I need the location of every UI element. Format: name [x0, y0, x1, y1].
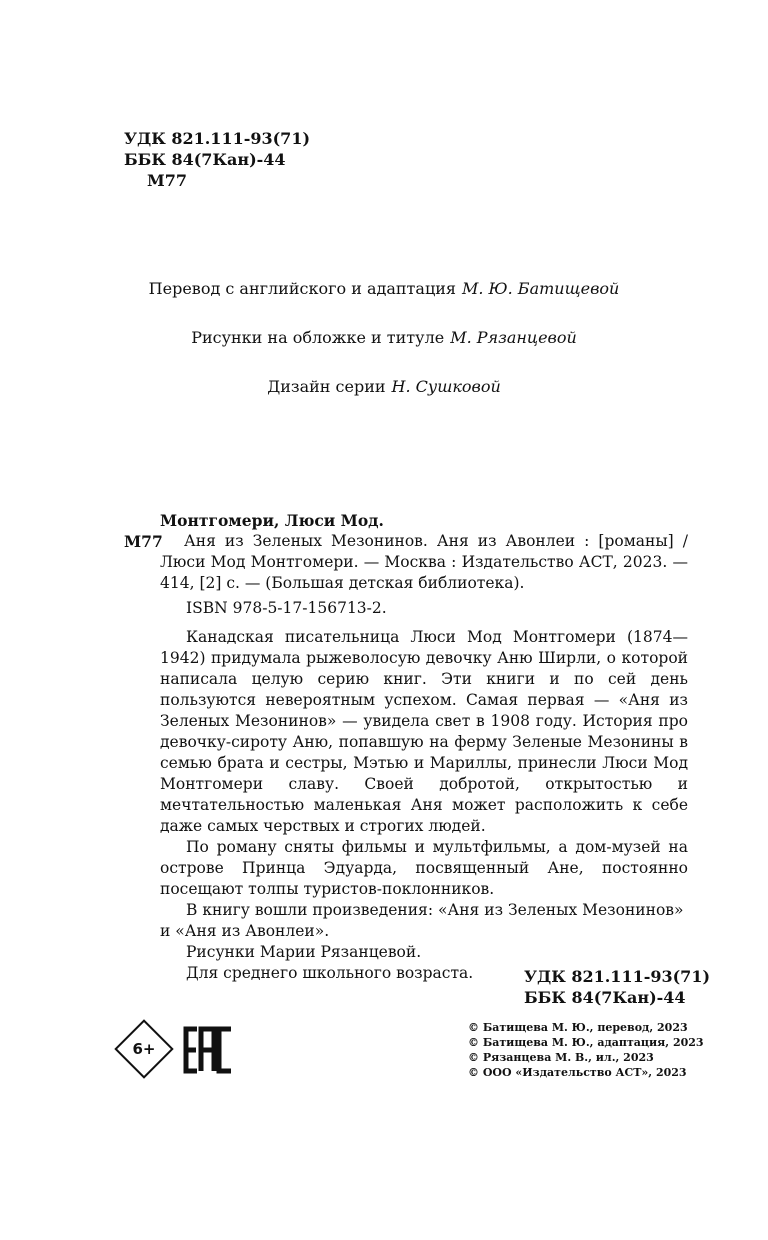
author-heading: Монтгомери, Люси Мод. [160, 511, 384, 530]
annotation [160, 627, 688, 984]
copyright-line: © Рязанцева М. В., ил., 2023 [468, 1051, 654, 1064]
copyright-block [468, 1020, 704, 1080]
record-description: Аня из Зеленых Мезонинов. Аня из Авонлеи : [романы] / Люси Мод Монтгомери. — Москва : Издательство АСТ, 2023. — 414, [2] с. — (Большая детская библиотека). [160, 532, 688, 592]
bottom-classification-codes [524, 966, 710, 1008]
udk-code: УДК 821.111-93(71) [124, 129, 311, 148]
annotation-paragraph: По роману сняты фильмы и мультфильмы, а дом-музей на острове Принца Эдуарда, посвященный Ане, постоянно посещают толпы туристов-поклонников. [160, 838, 688, 898]
translator-name: М. Ю. Батищевой [461, 279, 620, 298]
annotation-paragraph: В книгу вошли произведения: «Аня из Зеленых Мезонинов» и «Аня из Авонлеи». [160, 901, 684, 940]
record-mark: М77 [124, 532, 163, 551]
author-mark: М77 [147, 171, 187, 190]
age-rating-label: 6+ [132, 1040, 156, 1058]
udk-code-bottom: УДК 821.111-93(71) [524, 967, 711, 986]
designer-name: Н. Сушковой [391, 377, 501, 396]
annotation-paragraph: Для среднего школьного возраста. [186, 964, 474, 982]
isbn: ISBN 978-5-17-156713-2. [186, 599, 387, 617]
annotation-paragraph: Канадская писательница Люси Мод Монтгомери (1874—1942) придумала рыжеволосую девочку Аню Ширли, о которой написала целую серию книг. Эти книги и по сей день пользуются невероятным успехом. Самая первая — «Аня из Зеленых Мезонинов» — увидела свет в 1908 году. История про девочку-сироту Аню, попавшую на ферму Зеленые Мезонины в семью брата и сестры, Мэтью и Мариллы, принесли Люси Мод Монтгомери славу. Своей добротой, открытостью и мечтательностью маленькая Аня может расположить к себе даже самых черствых и строгих людей. [160, 628, 688, 835]
bbk-code-bottom: ББК 84(7Кан)-44 [524, 988, 686, 1007]
bbk-code: ББК 84(7Кан)-44 [124, 150, 286, 169]
illustrations-label: Рисунки на обложке и титуле [191, 328, 445, 347]
illustrator-name: М. Рязанцевой [450, 328, 577, 347]
design-credit [0, 377, 768, 396]
illustrations-credit [0, 328, 768, 347]
design-label: Дизайн серии [267, 377, 386, 396]
eac-mark-icon [182, 1026, 234, 1074]
translation-label: Перевод с английского и адаптация [148, 279, 456, 298]
top-classification-codes [124, 128, 310, 191]
translation-credit [0, 279, 768, 298]
copyright-line: © ООО «Издательство АСТ», 2023 [468, 1066, 687, 1079]
copyright-line: © Батищева М. Ю., адаптация, 2023 [468, 1036, 704, 1049]
copyright-line: © Батищева М. Ю., перевод, 2023 [468, 1021, 688, 1034]
annotation-paragraph: Рисунки Марии Рязанцевой. [186, 943, 422, 961]
